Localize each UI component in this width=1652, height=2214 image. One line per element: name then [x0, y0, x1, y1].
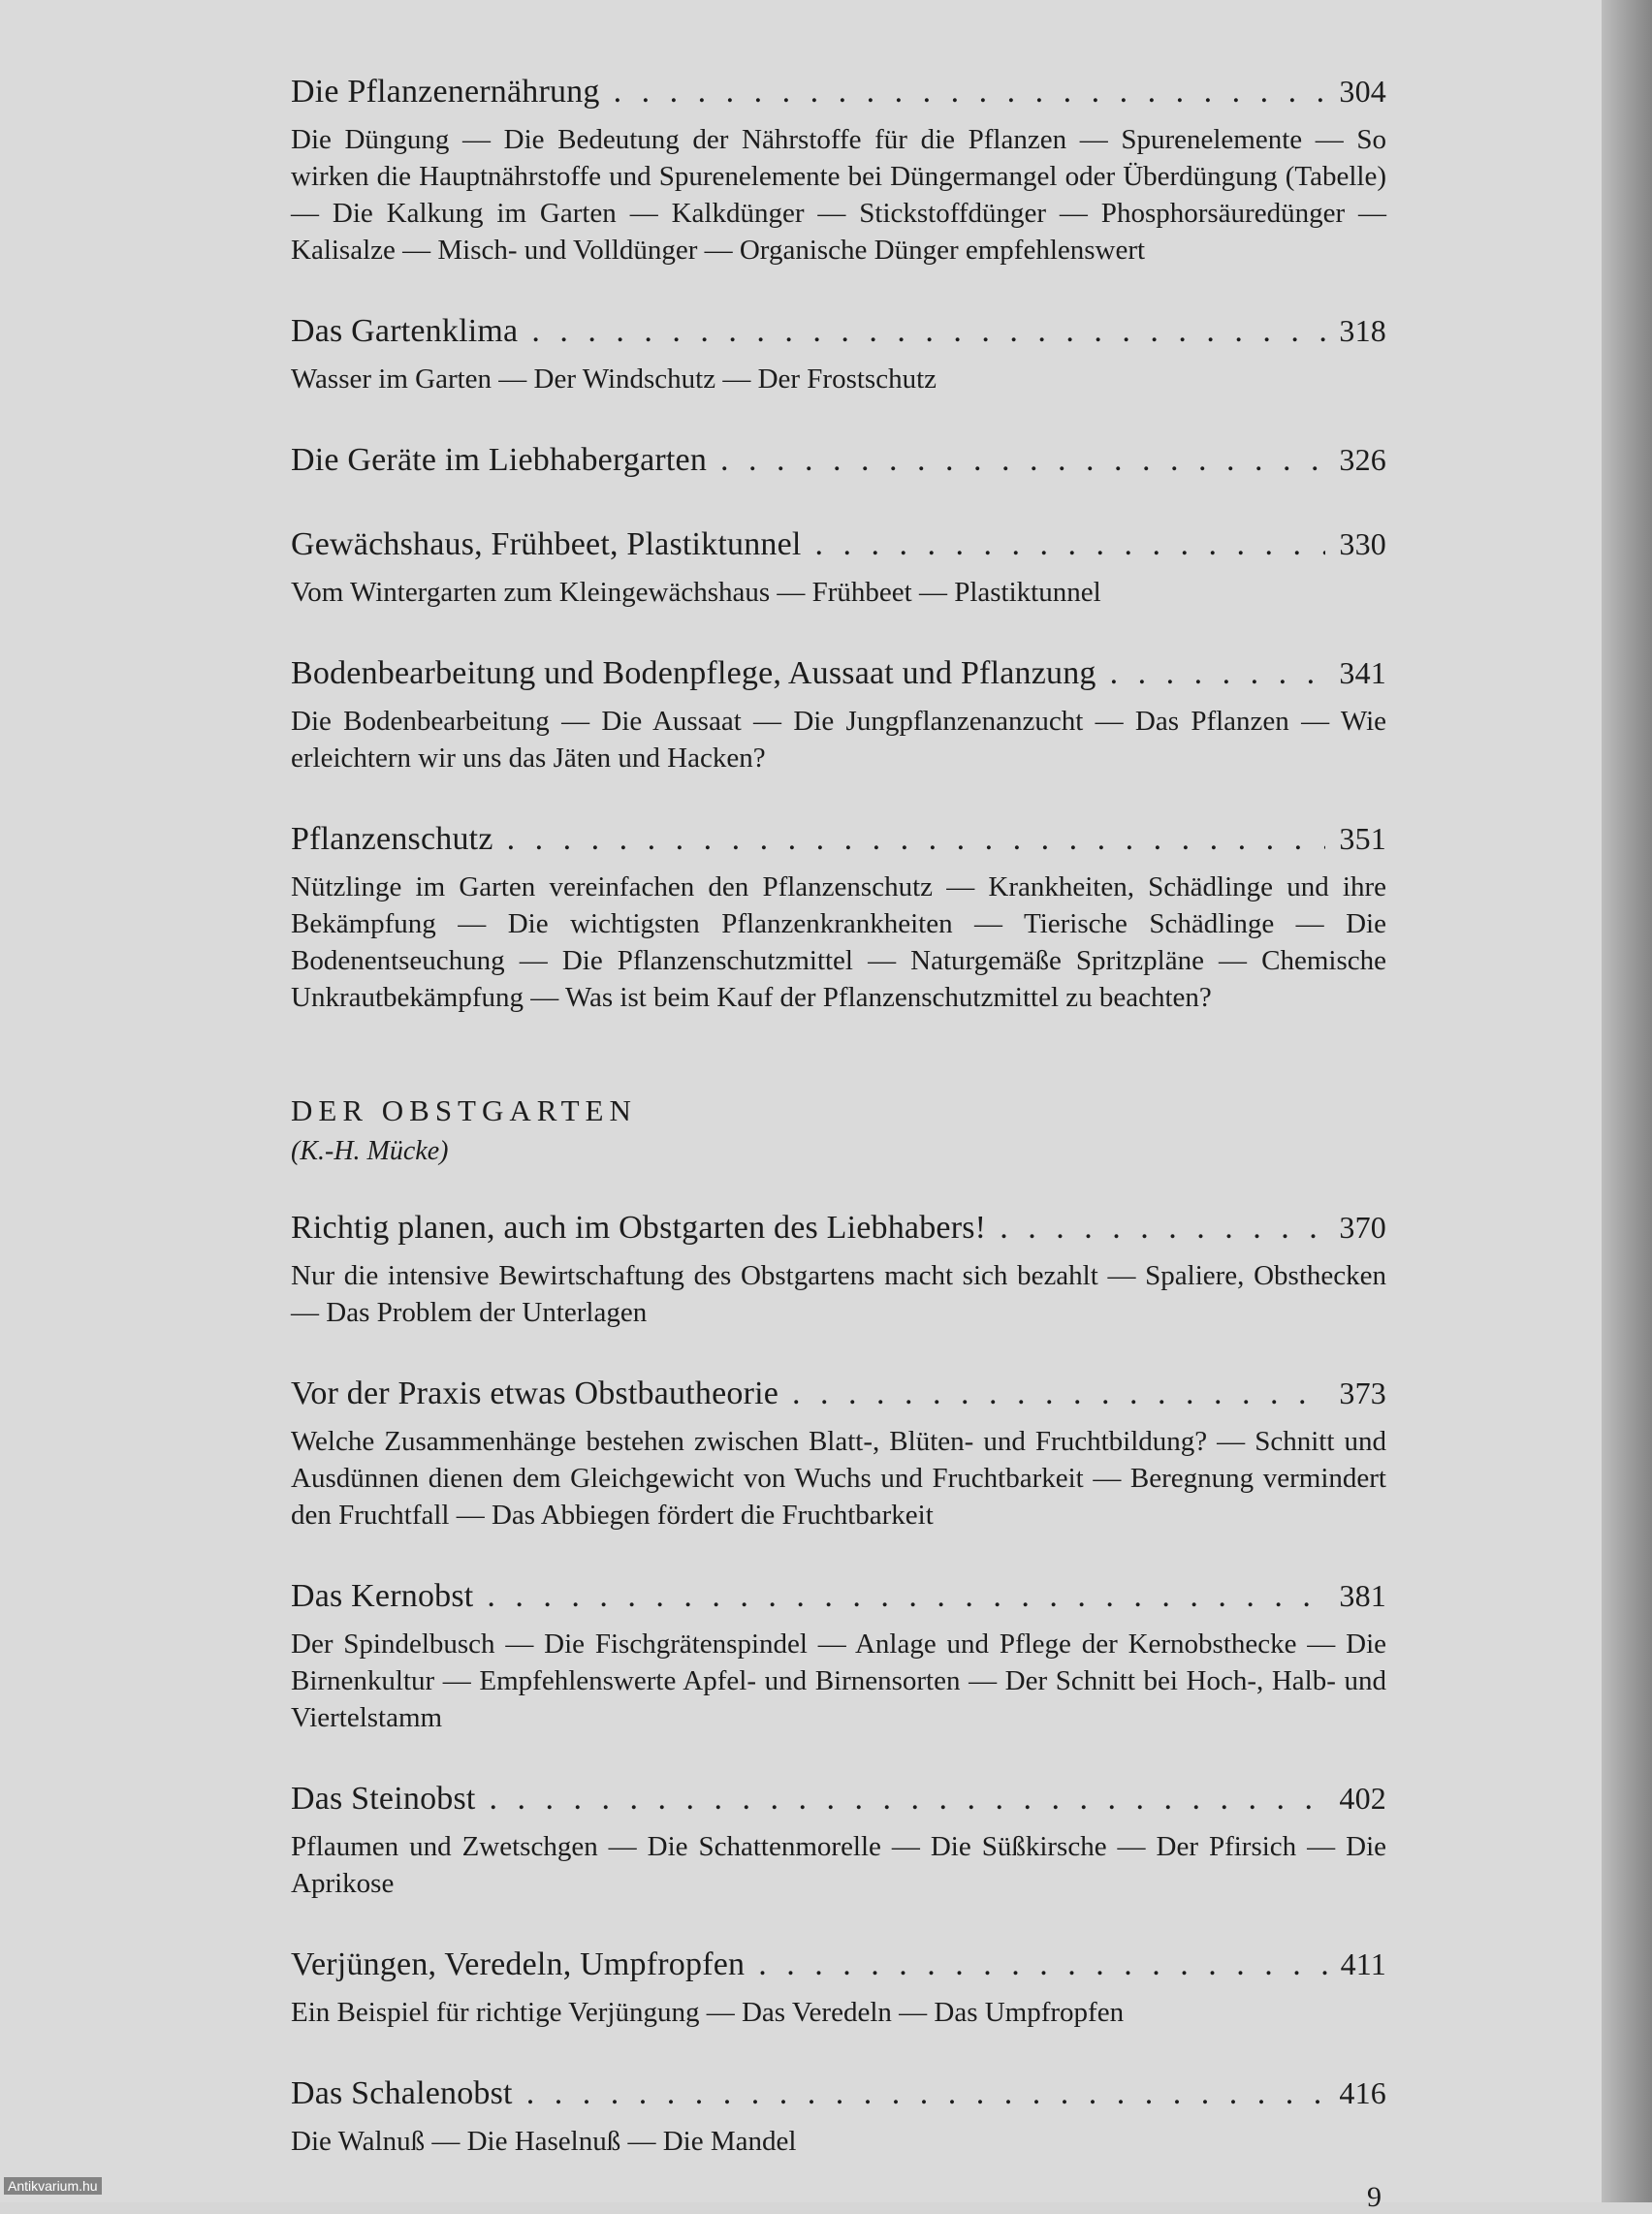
toc-entry — [291, 651, 1386, 776]
toc-entry — [291, 1206, 1386, 1331]
entry-page-number: 318 — [1339, 313, 1386, 348]
watermark: Antikvarium.hu — [4, 2177, 102, 2195]
entry-page-number: 326 — [1339, 442, 1386, 477]
entry-title: Das Kernobst — [291, 1578, 474, 1614]
entry-title: Vor der Praxis etwas Obstbautheorie — [291, 1376, 779, 1411]
entry-description: Pflaumen und Zwetschgen — Die Schattenmorelle — Die Süßkirsche — Der Pfirsich — Die Aprikose — [291, 1831, 1386, 1899]
toc-entry — [291, 438, 1386, 482]
entry-title: Die Geräte im Liebhabergarten — [291, 442, 708, 478]
dot-leader — [815, 523, 1326, 566]
entry-title: Das Steinobst — [291, 1781, 476, 1817]
entry-description: Ein Beispiel für richtige Verjüngung — Das Veredeln — Das Umpfropfen — [291, 1997, 1125, 2028]
entry-page-number: 416 — [1339, 2075, 1386, 2110]
dot-leader — [531, 310, 1325, 353]
entry-description: Die Walnuß — Die Haselnuß — Die Mandel — [291, 2126, 797, 2157]
entry-page-number: 411 — [1340, 1946, 1386, 1981]
dot-leader — [526, 2072, 1326, 2115]
entry-description: Die Bodenbearbeitung — Die Aussaat — Die Jungpflanzenanzucht — Das Pflanzen — Wie erleichtern wir uns das Jäten und Hacken? — [291, 706, 1386, 774]
toc-entry — [291, 309, 1386, 397]
entry-title: Gewächshaus, Frühbeet, Plastiktunnel — [291, 526, 802, 562]
toc-entry — [291, 1777, 1386, 1902]
entry-page-number: 402 — [1339, 1781, 1386, 1816]
dot-leader — [1000, 1207, 1325, 1249]
entry-page-number: 351 — [1339, 821, 1386, 856]
entry-title: Das Gartenklima — [291, 313, 519, 349]
entry-title: Bodenbearbeitung und Bodenpflege, Aussaat und Pflanzung — [291, 655, 1096, 691]
section-author: (K.-H. Mücke) — [291, 1136, 449, 1166]
entry-description: Welche Zusammenhänge bestehen zwischen Blatt-, Blüten- und Fruchtbildung? — Schnitt und Ausdünnen dienen dem Gleichgewicht von Wuchs und Fruchtbarkeit — Beregnung vermindert den Fruchtfall — Das Abbiegen fördert die Fruchtbarkeit — [291, 1426, 1386, 1531]
dot-leader — [792, 1373, 1325, 1415]
toc-entry — [291, 817, 1386, 1016]
toc-entry — [291, 522, 1386, 611]
entry-page-number: 330 — [1339, 526, 1386, 561]
toc-entry — [291, 1943, 1386, 2031]
entry-description: Nützlinge im Garten vereinfachen den Pflanzenschutz — Krankheiten, Schädlinge und ihre Bekämpfung — Die wichtigsten Pflanzenkrankheiten — Tierische Schädlinge — Die Bodenentseuchung — Die Pflanzenschutzmittel — Naturgemäße Spritzpläne — Chemische Unkrautbekämpfung — Was ist beim Kauf der Pflanzenschutzmittel zu beachten? — [291, 871, 1386, 1013]
entry-title: Richtig planen, auch im Obstgarten des Liebhabers! — [291, 1210, 987, 1246]
entry-page-number: 370 — [1339, 1210, 1386, 1245]
entry-page-number: 381 — [1339, 1578, 1386, 1613]
entry-description: Die Düngung — Die Bedeutung der Nährstoffe für die Pflanzen — Spurenelemente — So wirken die Hauptnährstoffe und Spurenelemente bei Düngermangel oder Überdüngung (Tabelle) — Die Kalkung im Garten — Kalkdünger — Stickstoffdünger — Phosphorsäuredünger — Kalisalze — Misch- und Volldünger — Organische Dünger empfehlenswert — [291, 124, 1386, 266]
entry-page-number: 341 — [1339, 655, 1386, 690]
entry-description: Der Spindelbusch — Die Fischgrätenspindel — Anlage und Pflege der Kernobsthecke — Die Birnenkultur — Empfehlenswerte Apfel- und Birnensorten — Der Schnitt bei Hoch-, Halb- und Viertelstamm — [291, 1629, 1386, 1733]
dot-leader — [507, 818, 1326, 861]
page-number: 9 — [1367, 2181, 1382, 2213]
section-heading: DER OBSTGARTEN — [291, 1093, 637, 1127]
entry-title: Die Pflanzenernährung — [291, 74, 600, 110]
entry-description: Vom Wintergarten zum Kleingewächshaus — Frühbeet — Plastiktunnel — [291, 577, 1101, 608]
entry-title: Pflanzenschutz — [291, 821, 493, 857]
entry-page-number: 304 — [1339, 74, 1386, 109]
toc-entry — [291, 1372, 1386, 1534]
dot-leader — [490, 1778, 1326, 1820]
book-gutter — [1602, 0, 1652, 2202]
dot-leader — [758, 1944, 1326, 1986]
entry-title: Verjüngen, Veredeln, Umpfropfen — [291, 1946, 746, 1982]
entry-description: Nur die intensive Bewirtschaftung des Obstgartens macht sich bezahlt — Spaliere, Obsthecken — Das Problem der Unterlagen — [291, 1260, 1386, 1328]
dot-leader — [720, 439, 1325, 482]
dot-leader — [487, 1575, 1325, 1618]
toc-entry — [291, 70, 1386, 269]
entry-title: Das Schalenobst — [291, 2075, 513, 2111]
toc-entry — [291, 1574, 1386, 1736]
dot-leader — [1110, 652, 1326, 695]
entry-description: Wasser im Garten — Der Windschutz — Der Frostschutz — [291, 364, 937, 395]
entry-page-number: 373 — [1339, 1376, 1386, 1410]
table-of-contents — [291, 70, 1386, 2200]
toc-entry — [291, 2072, 1386, 2160]
dot-leader — [614, 71, 1326, 113]
